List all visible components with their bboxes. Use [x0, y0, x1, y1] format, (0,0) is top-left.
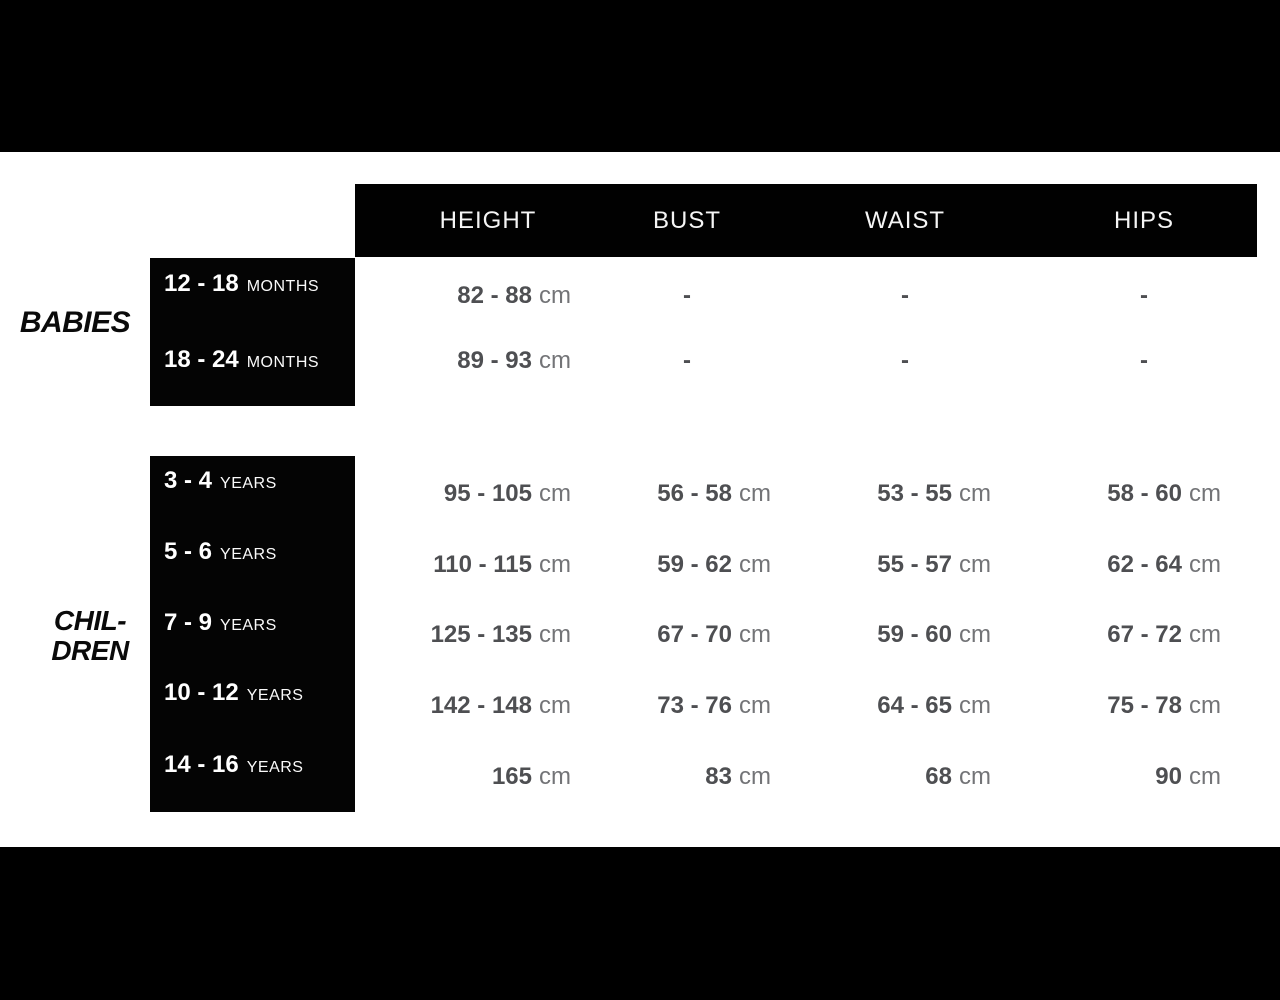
hips-value: - — [1140, 282, 1148, 309]
hips-cell — [1001, 476, 1221, 512]
category-label-children-line1: CHIL- — [53, 605, 127, 636]
height-value: 142 - 148 — [430, 692, 532, 719]
size-unit: YEARS — [220, 546, 277, 563]
height-cell — [351, 547, 571, 583]
table-header-bar — [355, 184, 1257, 257]
size-label-14-16-years — [164, 747, 303, 783]
size-unit: YEARS — [220, 617, 277, 634]
hips-value: 90 — [1155, 763, 1182, 790]
waist-value: 64 - 65 — [877, 692, 952, 719]
waist-cell — [771, 547, 991, 583]
bust-unit: cm — [739, 551, 771, 578]
height-cell — [351, 476, 571, 512]
height-value: 110 - 115 — [433, 551, 532, 578]
waist-value: 68 — [925, 763, 952, 790]
size-range: 18 - 24 — [164, 346, 239, 373]
bust-cell — [551, 688, 771, 724]
height-unit: cm — [539, 763, 571, 790]
bust-unit: cm — [739, 692, 771, 719]
size-unit: MONTHS — [246, 354, 320, 371]
bust-unit: cm — [739, 763, 771, 790]
bust-cell — [551, 617, 771, 653]
waist-unit: cm — [959, 692, 991, 719]
height-cell — [351, 617, 571, 653]
bust-unit: cm — [739, 480, 771, 507]
hips-cell — [1001, 759, 1221, 795]
hips-cell — [1034, 278, 1254, 314]
waist-cell — [795, 278, 1015, 314]
hips-cell — [1001, 688, 1221, 724]
waist-unit: cm — [959, 621, 991, 648]
size-label-10-12-years — [164, 675, 303, 711]
height-value: 95 - 105 — [443, 480, 532, 507]
size-unit: YEARS — [220, 475, 277, 492]
size-unit: MONTHS — [246, 278, 320, 295]
height-unit: cm — [539, 347, 571, 374]
waist-cell — [771, 688, 991, 724]
height-cell — [351, 759, 571, 795]
hips-value: 67 - 72 — [1107, 621, 1182, 648]
waist-value: 59 - 60 — [877, 621, 952, 648]
hips-unit: cm — [1189, 621, 1221, 648]
waist-value: - — [901, 282, 909, 309]
hips-unit: cm — [1189, 480, 1221, 507]
hips-unit: cm — [1189, 692, 1221, 719]
waist-cell — [771, 759, 991, 795]
size-range: 10 - 12 — [164, 679, 239, 706]
bust-value: 59 - 62 — [657, 551, 732, 578]
waist-unit: cm — [959, 551, 991, 578]
category-label-children-line2: DREN — [51, 635, 129, 666]
height-value: 89 - 93 — [457, 347, 532, 374]
waist-cell — [771, 617, 991, 653]
hips-value: - — [1140, 347, 1148, 374]
size-label-7-9-years — [164, 605, 277, 641]
bust-value: 83 — [705, 763, 732, 790]
bust-cell — [577, 343, 797, 379]
size-range: 3 - 4 — [164, 467, 213, 494]
column-header-bust: BUST — [652, 207, 722, 234]
hips-value: 62 - 64 — [1107, 551, 1182, 578]
bust-cell — [551, 547, 771, 583]
size-range: 7 - 9 — [164, 609, 213, 636]
waist-value: 53 - 55 — [877, 480, 952, 507]
bust-unit: cm — [739, 621, 771, 648]
size-label-5-6-years — [164, 534, 277, 570]
height-unit: cm — [539, 480, 571, 507]
height-cell — [351, 343, 571, 379]
waist-unit: cm — [959, 763, 991, 790]
bust-value: 73 - 76 — [657, 692, 732, 719]
column-header-hips: HIPS — [1113, 207, 1175, 234]
hips-unit: cm — [1189, 551, 1221, 578]
hips-cell — [1001, 617, 1221, 653]
bust-value: - — [683, 282, 691, 309]
bottom-black-bar — [0, 847, 1280, 1000]
waist-value: 55 - 57 — [877, 551, 952, 578]
size-range: 5 - 6 — [164, 538, 213, 565]
column-header-waist: WAIST — [864, 207, 946, 234]
waist-cell — [795, 343, 1015, 379]
height-value: 165 — [491, 763, 532, 790]
waist-cell — [771, 476, 991, 512]
bust-cell — [551, 476, 771, 512]
hips-cell — [1034, 343, 1254, 379]
size-label-3-4-years — [164, 463, 277, 499]
height-cell — [351, 278, 571, 314]
size-label-12-18-months — [164, 266, 319, 302]
size-unit: YEARS — [246, 687, 304, 704]
height-unit: cm — [539, 551, 571, 578]
category-label-babies: BABIES — [19, 306, 131, 339]
height-value: 82 - 88 — [457, 282, 532, 309]
hips-unit: cm — [1189, 763, 1221, 790]
height-unit: cm — [539, 692, 571, 719]
hips-value: 58 - 60 — [1107, 480, 1182, 507]
height-value: 125 - 135 — [430, 621, 532, 648]
bust-value: 56 - 58 — [657, 480, 732, 507]
height-unit: cm — [539, 621, 571, 648]
hips-value: 75 - 78 — [1107, 692, 1182, 719]
column-header-height: HEIGHT — [439, 207, 537, 234]
height-unit: cm — [539, 282, 571, 309]
size-range: 14 - 16 — [164, 751, 239, 778]
top-black-bar — [0, 0, 1280, 152]
waist-value: - — [901, 347, 909, 374]
waist-unit: cm — [959, 480, 991, 507]
size-range: 12 - 18 — [164, 270, 239, 297]
bust-value: 67 - 70 — [657, 621, 732, 648]
size-unit: YEARS — [246, 759, 304, 776]
bust-value: - — [683, 347, 691, 374]
bust-cell — [577, 278, 797, 314]
height-cell — [351, 688, 571, 724]
hips-cell — [1001, 547, 1221, 583]
size-label-18-24-months — [164, 342, 319, 378]
bust-cell — [551, 759, 771, 795]
